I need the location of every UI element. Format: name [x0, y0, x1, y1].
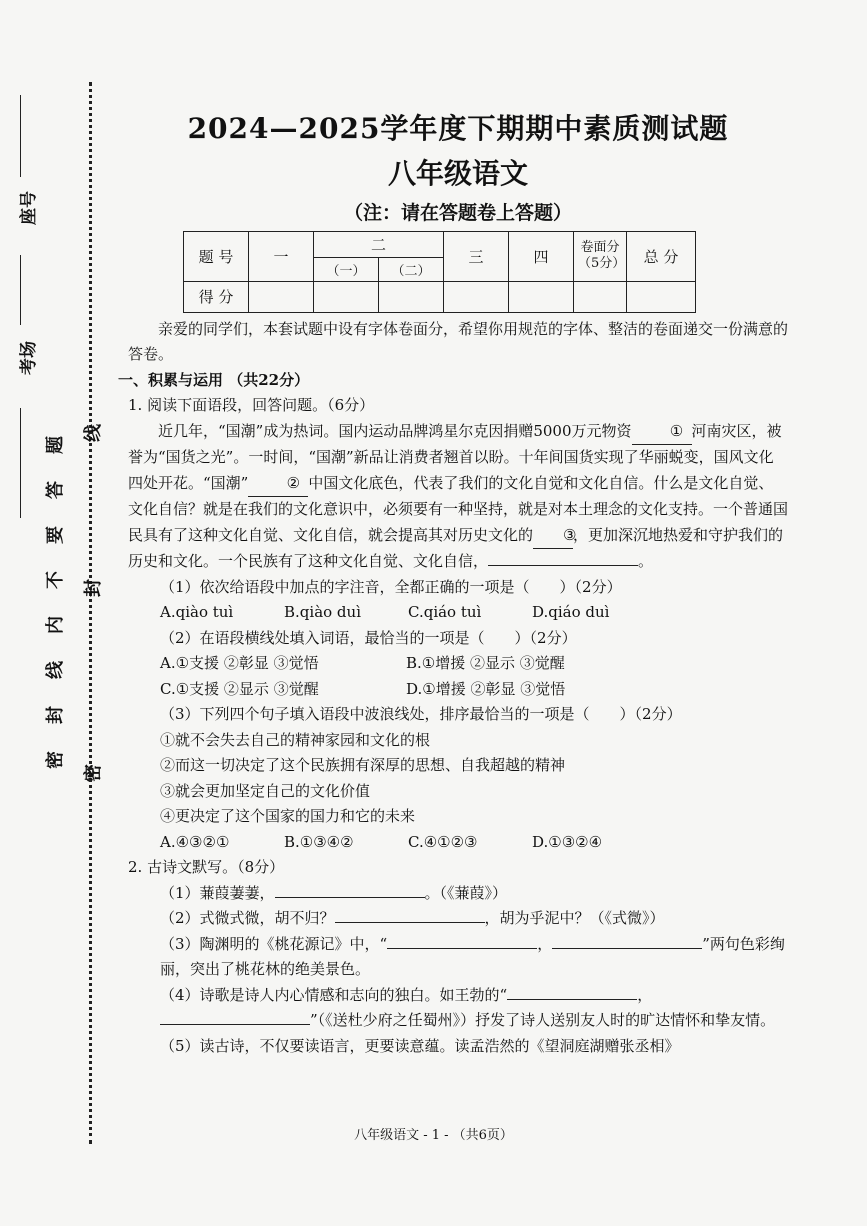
col-two: 二	[314, 231, 444, 257]
option-d: D.①③②④	[532, 832, 603, 851]
q1-sub2-options-row2	[128, 677, 788, 703]
option-c: C.④①②③	[408, 832, 478, 851]
q1-passage	[128, 419, 788, 575]
q2-text: ，	[637, 985, 653, 1004]
option-a: A.qiào tuì	[160, 603, 234, 622]
blank-3: ③	[533, 523, 573, 550]
q2-text: ，胡为乎泥中？（《式微》）	[484, 909, 665, 928]
forbid-char: 线	[45, 661, 66, 679]
row-label-question: 题 号	[184, 231, 249, 281]
forbid-char: 答	[45, 481, 66, 499]
question-1-title	[128, 393, 788, 419]
q1-title-text: 1. 阅读下面语段，回答问题。（6分）	[128, 396, 375, 415]
answer-blank[interactable]	[160, 1024, 310, 1025]
forbid-char: 内	[45, 616, 66, 634]
answer-blank[interactable]	[552, 948, 702, 949]
exam-page	[118, 112, 789, 1059]
score-cell[interactable]	[444, 281, 509, 312]
blank-1: ①	[632, 419, 692, 446]
seal-char: 密	[83, 764, 104, 782]
blank-2: ②	[248, 471, 308, 498]
seal-char: 封	[83, 579, 104, 597]
seal-char: 线	[83, 424, 104, 442]
forbid-char: 封	[45, 706, 66, 724]
passage-text: ，更加深沉地热爱和守护我们的历史和文化。一个民族有了这种文化自觉、文化自信，	[128, 525, 784, 571]
q2-text: （2）式微式微，胡不归？	[160, 909, 335, 928]
sentence-item: ①就不会失去自己的精神家园和文化的根	[160, 730, 431, 749]
q1-sub2-options-row1	[128, 651, 788, 677]
answer-blank[interactable]	[335, 922, 485, 923]
score-cell[interactable]	[379, 281, 444, 312]
score-table	[183, 231, 696, 313]
seat-number-blank[interactable]	[20, 95, 21, 177]
exam-body	[118, 317, 789, 1060]
q1-sub1: （1）依次给语段中加点的字注音，全都正确的一项是（ ）（2分）	[160, 577, 622, 596]
forbid-char: 要	[45, 526, 66, 544]
forbid-char: 题	[45, 436, 66, 454]
question-2-title: 2. 古诗文默写。（8分）	[128, 858, 285, 877]
binding-margin	[0, 0, 115, 1226]
q2-text: 。（《蒹葭》）	[424, 883, 508, 902]
q2-text: （1）蒹葭萋萋，	[160, 883, 275, 902]
forbid-char: 密	[45, 751, 66, 769]
col-two-sub2: （二）	[379, 257, 444, 281]
answer-note: （注：请在答题卷上答题）	[343, 201, 572, 224]
option-a: A.④③②①	[160, 832, 230, 851]
answer-blank[interactable]	[387, 948, 537, 949]
passage-text: 。	[638, 552, 654, 571]
option-b: B.qiào duì	[284, 603, 361, 622]
exam-subtitle: 八年级语文	[387, 156, 528, 190]
answer-blank[interactable]	[507, 999, 637, 1000]
row-label-score: 得 分	[184, 281, 249, 312]
col-total: 总 分	[627, 231, 696, 281]
passage-text: 河南灾区，被誉为“国货之光”。一时间，“国潮”新品让消费者翘首以盼。十年间国货实现了华丽蜕变，国风文化四处开花。“国潮”	[128, 421, 782, 492]
q2-text: ，	[537, 934, 553, 953]
q2-text: （3）陶渊明的《桃花源记》中，“	[160, 934, 388, 953]
passage-text: 中国文化底色，代表了我们的文化自觉和文化自信。什么是文化自觉、文化自信？就是在我们的文化意识中，必须要有一种坚持，就是对本土理念的文化支持。一个普通国民具有了这种文化自觉、文化自信，就会提高其对历史文化的	[128, 473, 789, 544]
answer-blank[interactable]	[275, 897, 425, 898]
q2-item-4	[128, 983, 788, 1034]
col-one: 一	[249, 231, 314, 281]
col-two-sub1: （一）	[314, 257, 379, 281]
score-cell[interactable]	[249, 281, 314, 312]
option-d: D.①增援 ②彰显 ③觉悟	[406, 679, 566, 698]
sentence-item: ②而这一切决定了这个民族拥有深厚的思想、自我超越的精神	[160, 756, 566, 775]
col-neatness: 卷面分（5分）	[574, 231, 627, 281]
q2-item-5: （5）读古诗，不仅要读语言，更要读意蕴。读孟浩然的《望洞庭湖赠张丞相》	[160, 1036, 680, 1055]
name-blank[interactable]	[20, 408, 21, 518]
q2-item-3	[128, 932, 788, 983]
q1-sub3: （3）下列四个句子填入语段中波浪线处，排序最恰当的一项是（ ）（2分）	[160, 705, 682, 724]
score-cell[interactable]	[314, 281, 379, 312]
option-b: B.①③④②	[284, 832, 354, 851]
exam-room-label: 考场	[19, 341, 39, 375]
q2-text: ”（《送杜少府之任蜀州》）抒发了诗人送别友人时的旷达情怀和挚友情。	[310, 1011, 776, 1030]
q2-item-1	[128, 881, 788, 907]
score-cell[interactable]	[574, 281, 627, 312]
seat-number-label: 座号	[19, 191, 39, 225]
q1-sub3-options	[128, 830, 788, 856]
passage-text: 近几年，“国潮”成为热词。国内运动品牌鸿星尔克因捐赠5000万元物资	[158, 421, 632, 440]
intro-text: 亲爱的同学们，本套试题中设有字体卷面分，希望你用规范的字体、整洁的卷面递交一份满意的答卷。	[128, 319, 789, 364]
page-footer: 八年级语文 - 1 - （共6页）	[354, 1128, 513, 1143]
option-c: C.qiáo tuì	[408, 603, 482, 622]
option-a: A.①支援 ②彰显 ③觉悟	[160, 654, 319, 673]
seal-dotted-line	[89, 82, 92, 1144]
q1-sub1-options	[128, 600, 788, 626]
q2-item-2	[128, 906, 788, 932]
exam-title: 2024—2025学年度下期期中素质测试题	[187, 112, 729, 145]
q2-text: ”两句色彩绚丽，突出了桃花林的绝美景色。	[160, 934, 785, 979]
exam-room-blank[interactable]	[20, 255, 21, 325]
option-b: B.①增援 ②显示 ③觉醒	[406, 654, 565, 673]
wavy-line-blank	[488, 565, 638, 566]
sentence-item: ④更决定了这个国家的国力和它的未来	[160, 807, 416, 826]
option-c: C.①支援 ②显示 ③觉醒	[160, 679, 319, 698]
option-d: D.qiáo duì	[532, 603, 610, 622]
q2-text: （4）诗歌是诗人内心情感和志向的独白。如王勃的“	[160, 985, 508, 1004]
col-three: 三	[444, 231, 509, 281]
sentence-item: ③就会更加坚定自己的文化价值	[160, 781, 371, 800]
score-cell[interactable]	[627, 281, 696, 312]
forbid-char: 不	[45, 571, 66, 589]
q1-sub2: （2）在语段横线处填入词语，最恰当的一项是（ ）（2分）	[160, 628, 577, 647]
score-cell[interactable]	[509, 281, 574, 312]
col-four: 四	[509, 231, 574, 281]
section-heading: 一、积累与运用 （共22分）	[118, 370, 310, 389]
